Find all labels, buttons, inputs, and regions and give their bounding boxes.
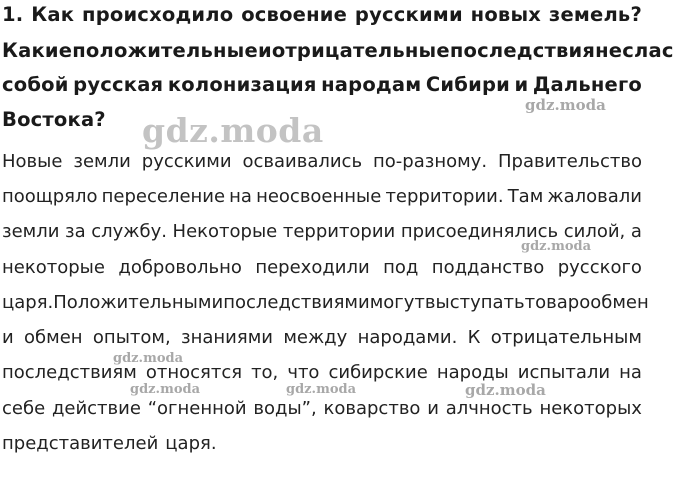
word: выступать (424, 292, 525, 313)
word: могут (369, 292, 425, 313)
word: что (287, 362, 320, 383)
word: последствия (449, 39, 596, 62)
word: обмен (24, 327, 83, 348)
word: народами. (357, 327, 458, 348)
word: Некоторые (172, 221, 278, 242)
word: коварство (323, 398, 421, 419)
word: положительные (72, 39, 258, 62)
watermark-main: gdz.moda (142, 111, 324, 150)
word: территории (282, 221, 396, 242)
word: поощряло (2, 186, 98, 207)
word: Новые (2, 151, 63, 172)
answer-line-5 (2, 292, 649, 313)
word: переселение (101, 186, 226, 207)
word: Сибири (425, 73, 510, 96)
word: освоение (241, 3, 348, 26)
word: на (619, 362, 642, 383)
word: представителей (2, 433, 159, 454)
word: силой, (563, 221, 626, 242)
word: службу. (91, 221, 167, 242)
word: переходили (255, 257, 370, 278)
word: последствиями (223, 292, 370, 313)
watermark-5: gdz.moda (286, 382, 357, 397)
question-line-3 (2, 75, 642, 95)
word: собой (2, 73, 69, 96)
word: сибирские (328, 362, 428, 383)
word: а (630, 221, 642, 242)
word: Правительство (498, 151, 642, 172)
word: и (427, 398, 439, 419)
word: по-разному. (373, 151, 488, 172)
word: новых (470, 3, 542, 26)
word: Там (507, 186, 544, 207)
word: на (229, 186, 252, 207)
word: подданство (431, 257, 545, 278)
word: колонизация (167, 73, 317, 96)
word: земли (2, 221, 60, 242)
word: народам (321, 73, 422, 96)
word: испытали (517, 362, 611, 383)
word: отрицательные (271, 39, 450, 62)
watermark-1: gdz.moda (525, 96, 606, 114)
word: и (2, 327, 14, 348)
answer-line-2 (2, 188, 642, 206)
word: территории. (385, 186, 504, 207)
word: то, (251, 362, 279, 383)
watermark-2: gdz.moda (521, 239, 592, 254)
word: царя. (2, 292, 54, 313)
word: Как (31, 3, 75, 26)
word: знаниями (181, 327, 273, 348)
word: некоторых (539, 398, 642, 419)
question-line-1 (2, 5, 642, 25)
word: за (65, 221, 86, 242)
word: себе (2, 398, 46, 419)
watermark-6: gdz.moda (465, 381, 546, 399)
word: Какие (2, 39, 73, 62)
word: Дальнего (532, 73, 642, 96)
word: воды”, (253, 398, 317, 419)
word: под (383, 257, 419, 278)
word: с (661, 39, 674, 62)
word: отрицательным (490, 327, 642, 348)
word: земель? (548, 3, 642, 26)
word: русская (73, 73, 164, 96)
watermark-4: gdz.moda (130, 382, 201, 397)
answer-line-9 (2, 435, 642, 453)
answer-line-6 (2, 329, 642, 347)
word: и (514, 73, 529, 96)
word: К (467, 327, 481, 348)
word: русскими (354, 3, 463, 26)
word: царя. (165, 433, 217, 454)
word: между (283, 327, 348, 348)
word: земли (73, 151, 131, 172)
word: относятся (145, 362, 243, 383)
question-line-2 (2, 39, 674, 62)
word: добровольно (118, 257, 242, 278)
word: Положительными (53, 292, 224, 313)
word: неосвоенные (256, 186, 382, 207)
watermark-3: gdz.moda (113, 351, 184, 366)
word: русскими (141, 151, 232, 172)
word: присоединялись (400, 221, 559, 242)
answer-line-4 (2, 259, 642, 277)
word: Востока? (2, 108, 106, 131)
word: алчность (445, 398, 533, 419)
word: народы (436, 362, 509, 383)
word: опытом, (92, 327, 171, 348)
word: товарообмен (524, 292, 649, 313)
word: происходило (82, 3, 234, 26)
word: осваивались (242, 151, 363, 172)
word: жаловали (547, 186, 642, 207)
answer-line-7 (2, 364, 642, 382)
word: и (257, 39, 272, 62)
word: последствиям (2, 362, 137, 383)
answer-line-8 (2, 400, 642, 418)
word: 1. (2, 3, 24, 26)
word: действие (51, 398, 141, 419)
word: некоторые (2, 257, 105, 278)
word: несла (595, 39, 662, 62)
word: “огненной (147, 398, 247, 419)
word: русского (557, 257, 642, 278)
answer-line-1 (2, 153, 642, 171)
